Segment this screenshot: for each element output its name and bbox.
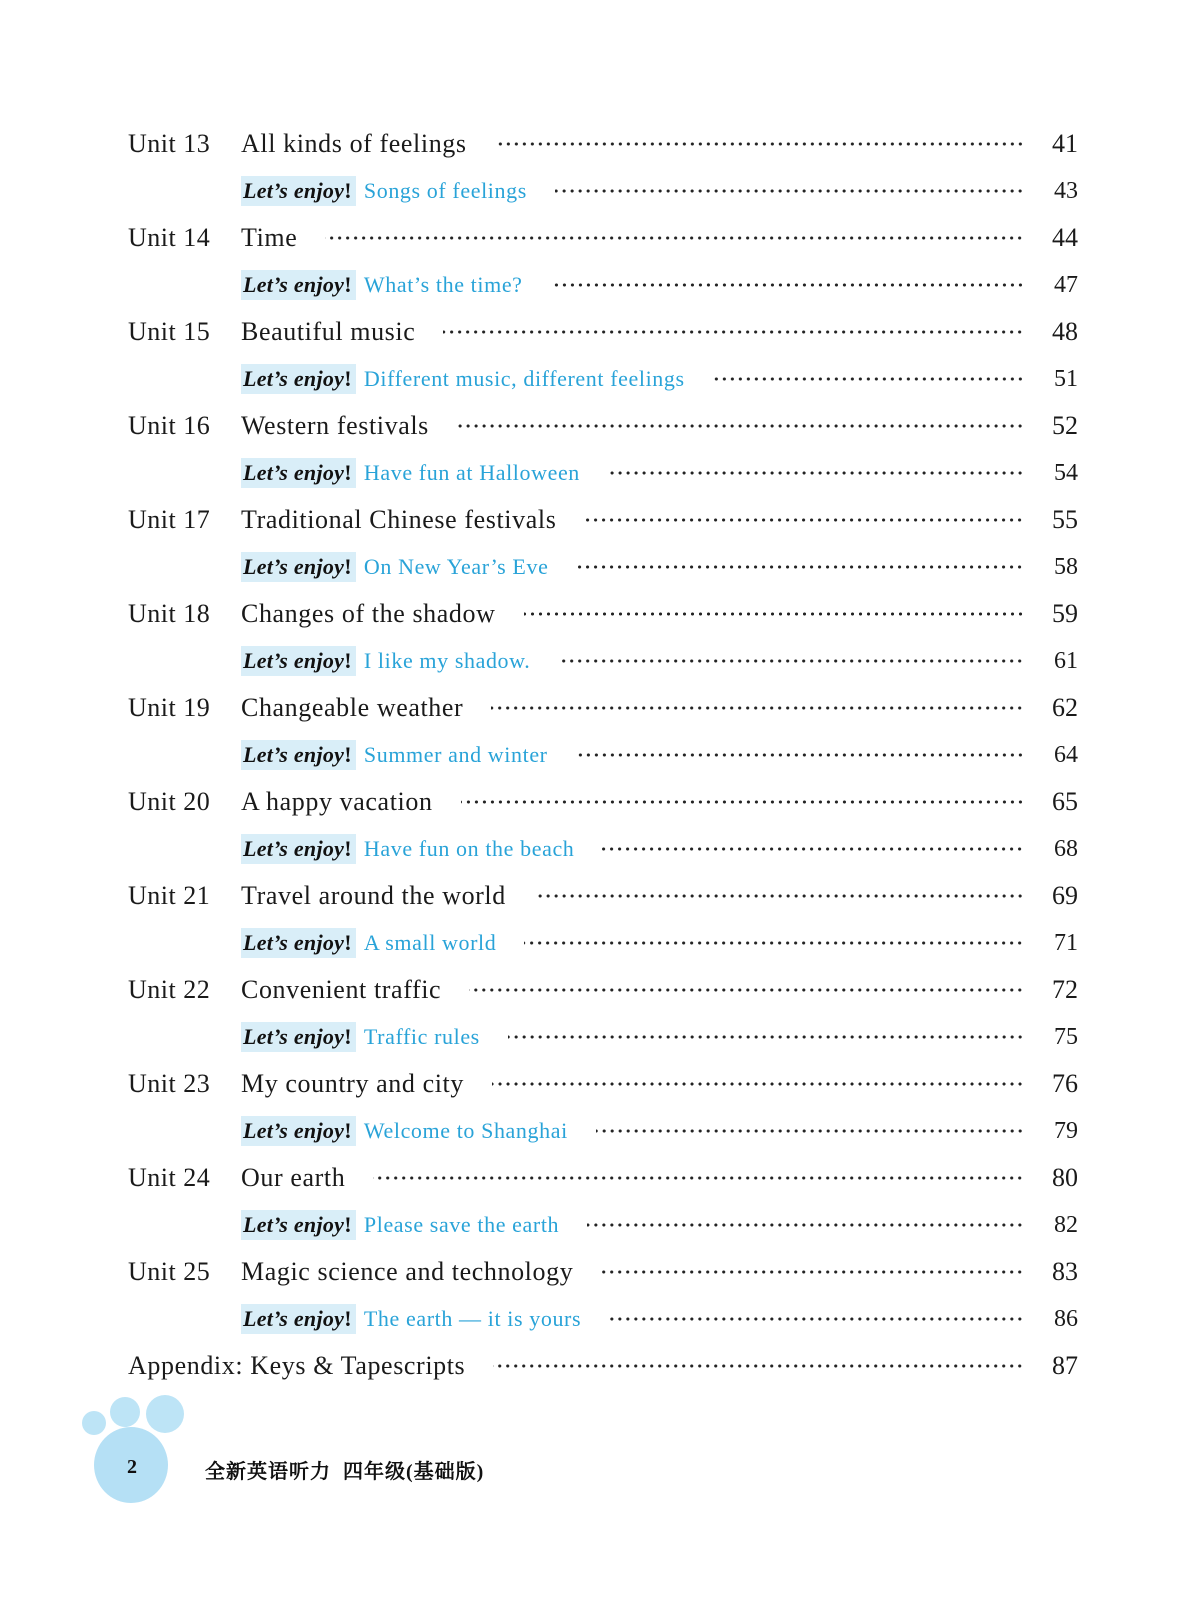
toc-entry-lets-enjoy[interactable] (128, 1014, 1078, 1060)
page-ref: 65 (1052, 787, 1078, 816)
unit-label: Unit 14 (128, 223, 211, 252)
page-ref: 79 (1054, 1118, 1078, 1144)
toc-entry-unit[interactable] (128, 590, 1078, 638)
lets-enjoy-badge (241, 834, 356, 864)
unit-label: Unit 24 (128, 1163, 211, 1192)
toc-entry-unit[interactable] (128, 1154, 1078, 1202)
page-ref: 48 (1052, 317, 1078, 346)
unit-label: Unit 13 (128, 129, 211, 158)
dot-leader (373, 1176, 1024, 1180)
toc-entry-lets-enjoy[interactable] (128, 544, 1078, 590)
lets-enjoy-exclaim: ! (344, 836, 352, 861)
dot-leader (524, 612, 1025, 616)
dot-leader (555, 189, 1024, 193)
toc-entry-lets-enjoy[interactable] (128, 262, 1078, 308)
lets-enjoy-badge (241, 1116, 356, 1146)
unit-title: My country and city (241, 1069, 464, 1098)
page-ref: 52 (1052, 411, 1078, 440)
lets-enjoy-badge (241, 458, 356, 488)
lets-enjoy-label: Let’s enjoy (243, 1306, 345, 1331)
lets-enjoy-title: Different music, different feelings (363, 366, 685, 391)
toc-entry-appendix[interactable] (128, 1342, 1078, 1390)
lets-enjoy-badge (241, 270, 356, 300)
unit-title: Convenient traffic (241, 975, 442, 1004)
toc-entry-lets-enjoy[interactable] (128, 1108, 1078, 1154)
dot-leader (601, 1270, 1024, 1274)
toc-entry-unit[interactable] (128, 120, 1078, 168)
page-ref: 82 (1054, 1212, 1078, 1238)
lets-enjoy-badge (241, 1022, 356, 1052)
page-ref: 59 (1052, 599, 1078, 628)
page-ref: 80 (1052, 1163, 1078, 1192)
toc-entry-lets-enjoy[interactable] (128, 920, 1078, 966)
lets-enjoy-badge (241, 552, 356, 582)
lets-enjoy-label: Let’s enjoy (243, 272, 345, 297)
page-ref: 75 (1054, 1024, 1078, 1050)
appendix-title: Appendix: Keys & Tapescripts (128, 1351, 466, 1380)
unit-title: Travel around the world (241, 881, 506, 910)
lets-enjoy-label: Let’s enjoy (243, 1212, 345, 1237)
dot-leader (325, 236, 1024, 240)
lets-enjoy-exclaim: ! (344, 1212, 352, 1237)
page-ref: 55 (1052, 505, 1078, 534)
lets-enjoy-label: Let’s enjoy (243, 742, 345, 767)
lets-enjoy-title: Have fun at Halloween (363, 460, 580, 485)
unit-title: Beautiful music (241, 317, 416, 346)
lets-enjoy-badge (241, 1210, 356, 1240)
toc-entry-lets-enjoy[interactable] (128, 1202, 1078, 1248)
lets-enjoy-exclaim: ! (344, 648, 352, 673)
dot-leader (584, 518, 1024, 522)
dot-leader (469, 988, 1024, 992)
lets-enjoy-label: Let’s enjoy (243, 366, 345, 391)
page-ref: 64 (1054, 742, 1078, 768)
page-ref: 76 (1052, 1069, 1078, 1098)
page-ref: 47 (1054, 272, 1078, 298)
lets-enjoy-exclaim: ! (344, 1118, 352, 1143)
dot-leader (443, 330, 1024, 334)
dot-leader (596, 1129, 1024, 1133)
dot-leader (534, 894, 1024, 898)
lets-enjoy-exclaim: ! (344, 742, 352, 767)
paw-toe (82, 1411, 106, 1435)
table-of-contents (128, 120, 1078, 1390)
toc-entry-lets-enjoy[interactable] (128, 1296, 1078, 1342)
page-ref: 87 (1052, 1351, 1078, 1380)
unit-label: Unit 18 (128, 599, 211, 628)
lets-enjoy-title: I like my shadow. (363, 648, 531, 673)
paw-toe (146, 1395, 184, 1433)
toc-entry-lets-enjoy[interactable] (128, 732, 1078, 778)
unit-title: Changeable weather (241, 693, 464, 722)
dot-leader (491, 706, 1024, 710)
lets-enjoy-exclaim: ! (344, 1024, 352, 1049)
dot-leader (608, 471, 1024, 475)
unit-title: Western festivals (241, 411, 429, 440)
dot-leader (558, 659, 1024, 663)
page-ref: 43 (1054, 178, 1078, 204)
lets-enjoy-label: Let’s enjoy (243, 1024, 345, 1049)
page-ref: 51 (1054, 366, 1078, 392)
unit-title: Traditional Chinese festivals (241, 505, 557, 534)
unit-title: Magic science and technology (241, 1257, 574, 1286)
toc-entry-unit[interactable] (128, 402, 1078, 450)
dot-leader (495, 142, 1024, 146)
dot-leader (576, 565, 1024, 569)
unit-label: Unit 21 (128, 881, 211, 910)
lets-enjoy-badge (241, 1304, 356, 1334)
toc-entry-unit[interactable] (128, 1248, 1078, 1296)
toc-entry-lets-enjoy[interactable] (128, 826, 1078, 872)
toc-entry-unit[interactable] (128, 1060, 1078, 1108)
page-ref: 44 (1052, 223, 1078, 252)
lets-enjoy-label: Let’s enjoy (243, 554, 345, 579)
dot-leader (576, 753, 1024, 757)
lets-enjoy-label: Let’s enjoy (243, 836, 345, 861)
page-ref: 83 (1052, 1257, 1078, 1286)
toc-entry-unit[interactable] (128, 684, 1078, 732)
unit-title: Our earth (241, 1163, 346, 1192)
page-ref: 68 (1054, 836, 1078, 862)
unit-label: Unit 22 (128, 975, 211, 1004)
dot-leader (587, 1223, 1024, 1227)
lets-enjoy-title: A small world (363, 930, 497, 955)
lets-enjoy-title: Traffic rules (363, 1024, 480, 1049)
lets-enjoy-label: Let’s enjoy (243, 648, 345, 673)
unit-title: All kinds of feelings (241, 129, 467, 158)
lets-enjoy-label: Let’s enjoy (243, 178, 345, 203)
lets-enjoy-title: What’s the time? (363, 272, 523, 297)
unit-label: Unit 25 (128, 1257, 211, 1286)
dot-leader (551, 283, 1024, 287)
lets-enjoy-label: Let’s enjoy (243, 1118, 345, 1143)
lets-enjoy-badge (241, 740, 356, 770)
page-ref: 54 (1054, 460, 1078, 486)
paw-toe (110, 1397, 140, 1427)
lets-enjoy-title: Please save the earth (363, 1212, 560, 1237)
dot-leader (609, 1317, 1024, 1321)
lets-enjoy-exclaim: ! (344, 930, 352, 955)
lets-enjoy-title: Welcome to Shanghai (363, 1118, 568, 1143)
page-ref: 41 (1052, 129, 1078, 158)
unit-title: Changes of the shadow (241, 599, 496, 628)
lets-enjoy-exclaim: ! (344, 178, 352, 203)
page-ref: 86 (1054, 1306, 1078, 1332)
unit-label: Unit 16 (128, 411, 211, 440)
lets-enjoy-label: Let’s enjoy (243, 460, 345, 485)
page-number: 2 (127, 1456, 137, 1478)
unit-title: Time (241, 223, 298, 252)
toc-entry-unit[interactable] (128, 496, 1078, 544)
unit-title: A happy vacation (241, 787, 433, 816)
lets-enjoy-badge (241, 928, 356, 958)
toc-entry-unit[interactable] (128, 872, 1078, 920)
page-ref: 72 (1052, 975, 1078, 1004)
unit-label: Unit 20 (128, 787, 211, 816)
lets-enjoy-label: Let’s enjoy (243, 930, 345, 955)
page-ref: 58 (1054, 554, 1078, 580)
toc-entry-unit[interactable] (128, 214, 1078, 262)
unit-label: Unit 15 (128, 317, 211, 346)
paw-print-icon (80, 1393, 190, 1508)
dot-leader (457, 424, 1024, 428)
dot-leader (602, 847, 1024, 851)
lets-enjoy-title: The earth — it is yours (363, 1306, 582, 1331)
dot-leader (713, 377, 1024, 381)
lets-enjoy-badge (241, 646, 356, 676)
book-title: 全新英语听力 四年级(基础版) (205, 1461, 485, 1483)
unit-label: Unit 23 (128, 1069, 211, 1098)
dot-leader (508, 1035, 1024, 1039)
toc-entry-lets-enjoy[interactable] (128, 168, 1078, 214)
lets-enjoy-exclaim: ! (344, 554, 352, 579)
page-ref: 69 (1052, 881, 1078, 910)
dot-leader (493, 1364, 1024, 1368)
unit-label: Unit 19 (128, 693, 211, 722)
toc-entry-lets-enjoy[interactable] (128, 450, 1078, 496)
page-ref: 71 (1054, 930, 1078, 956)
lets-enjoy-badge (241, 176, 356, 206)
lets-enjoy-title: Summer and winter (363, 742, 548, 767)
lets-enjoy-exclaim: ! (344, 366, 352, 391)
lets-enjoy-title: Have fun on the beach (363, 836, 575, 861)
dot-leader (492, 1082, 1024, 1086)
lets-enjoy-exclaim: ! (344, 460, 352, 485)
page-ref: 62 (1052, 693, 1078, 722)
dot-leader (524, 941, 1024, 945)
toc-entry-unit[interactable] (128, 308, 1078, 356)
lets-enjoy-exclaim: ! (344, 272, 352, 297)
toc-entry-unit[interactable] (128, 778, 1078, 826)
dot-leader (461, 800, 1024, 804)
lets-enjoy-exclaim: ! (344, 1306, 352, 1331)
toc-entry-lets-enjoy[interactable] (128, 356, 1078, 402)
lets-enjoy-title: Songs of feelings (363, 178, 527, 203)
unit-label: Unit 17 (128, 505, 211, 534)
toc-entry-unit[interactable] (128, 966, 1078, 1014)
lets-enjoy-title: On New Year’s Eve (363, 554, 549, 579)
toc-entry-lets-enjoy[interactable] (128, 638, 1078, 684)
page-ref: 61 (1054, 648, 1078, 674)
lets-enjoy-badge (241, 364, 356, 394)
